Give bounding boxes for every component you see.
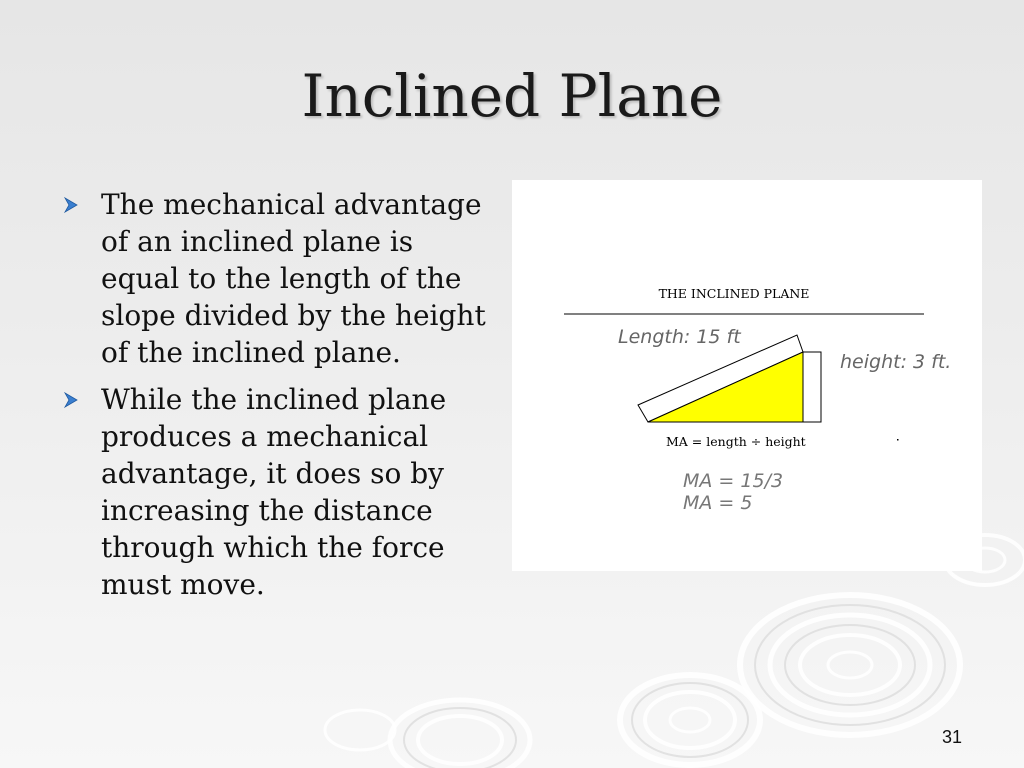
calc-line-2: MA = 5 bbox=[683, 492, 753, 514]
inclined-plane-figure bbox=[512, 180, 982, 571]
bullet-text: While the inclined plane produces a mechanical advantage, it does so by increasing the distance through which the force must move. bbox=[101, 383, 447, 601]
slide-title: Inclined Plane bbox=[301, 62, 723, 130]
bullet-text: The mechanical advantage of an inclined plane is equal to the length of the slope divided by the height of the inclined plane. bbox=[101, 188, 486, 369]
bullet-item bbox=[58, 381, 498, 603]
yellow-wedge bbox=[648, 352, 803, 422]
page-number: 31 bbox=[941, 727, 962, 747]
bullet-list bbox=[58, 186, 498, 613]
arrow-bullet-icon bbox=[62, 196, 80, 214]
height-bar bbox=[803, 352, 821, 422]
figure-heading: THE INCLINED PLANE bbox=[658, 286, 810, 301]
length-label: Length: 15 ft bbox=[618, 326, 741, 348]
bullet-item bbox=[58, 186, 498, 371]
inclined-plane-diagram bbox=[512, 180, 982, 571]
arrow-bullet-icon bbox=[62, 391, 80, 409]
stray-dot bbox=[897, 439, 899, 441]
formula-text: MA = length ÷ height bbox=[666, 434, 806, 449]
height-label: height: 3 ft. bbox=[840, 351, 952, 373]
calc-line-1: MA = 15/3 bbox=[683, 470, 784, 492]
